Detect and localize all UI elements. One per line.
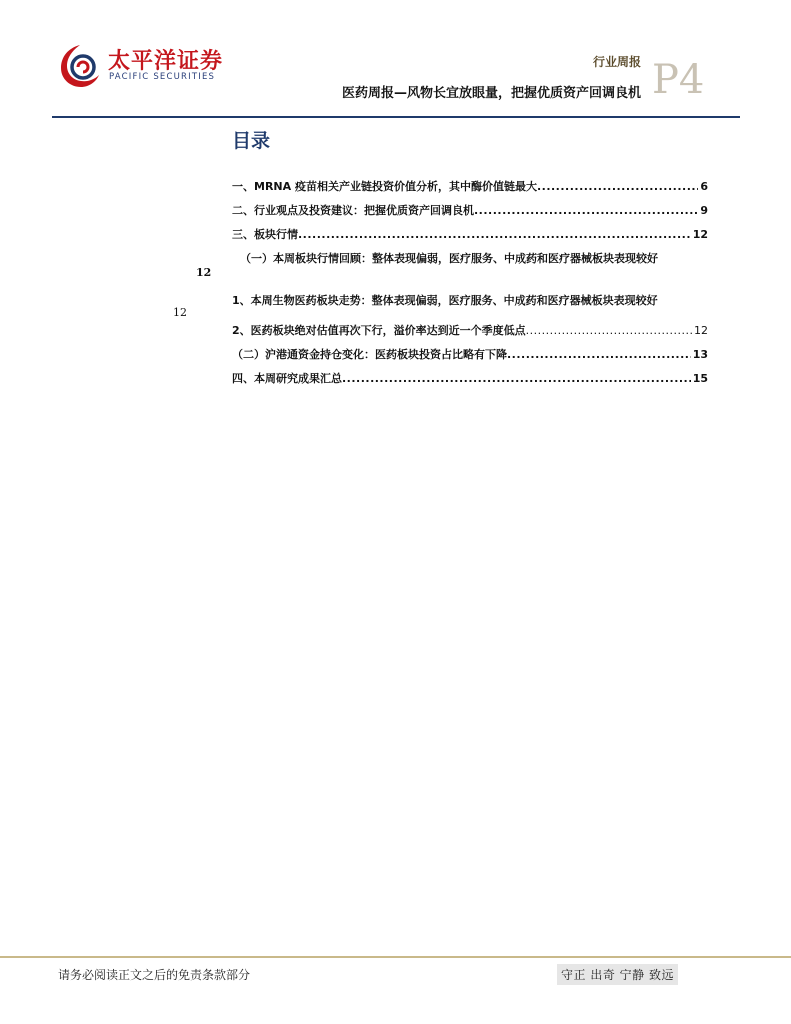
toc-entry[interactable]	[232, 292, 732, 308]
logo-chinese-name: 太平洋证券	[108, 49, 224, 74]
logo-english-name: PACIFIC SECURITIES	[109, 72, 216, 82]
footer-disclaimer: 请务必阅读正文之后的免责条款部分	[58, 968, 251, 982]
toc-entry[interactable]	[232, 202, 708, 218]
toc-entry[interactable]	[232, 226, 708, 242]
toc-entry-text: （一）本周板块行情回顾：整体表现偏弱，医疗服务、中成药和医疗器械板块表现较好	[240, 252, 658, 265]
report-category: 行业周报	[592, 55, 641, 69]
toc-entry[interactable]	[232, 346, 708, 362]
toc-leader-dots	[537, 180, 698, 193]
toc-entry-page: 12	[692, 228, 708, 241]
toc-entry-page: 13	[692, 348, 708, 361]
toc-entry[interactable]	[240, 250, 720, 266]
toc-entry-page: 12	[694, 324, 708, 337]
toc-leader-dots	[526, 324, 692, 337]
footer-divider	[0, 956, 791, 958]
toc-entry-text: （二）沪港通资金持仓变化：医药板块投资占比略有下降	[232, 348, 507, 361]
page-number-label: P4	[652, 57, 705, 103]
toc-entry-text: 四、本周研究成果汇总	[232, 372, 342, 385]
toc-entry-page: 12	[173, 306, 187, 319]
toc-leader-dots	[298, 228, 691, 241]
toc-entry-text: 三、板块行情	[232, 228, 298, 241]
toc-leader-dots	[342, 372, 691, 385]
footer-motto: 守正 出奇 宁静 致远	[557, 964, 678, 985]
toc-entry-page: 15	[692, 372, 708, 385]
company-logo	[58, 42, 224, 90]
header-divider	[52, 116, 740, 118]
toc-entry-page: 12	[196, 266, 212, 279]
toc-entry-text: 2、医药板块绝对估值再次下行，溢价率达到近一个季度低点	[232, 324, 526, 337]
report-title: 医药周报—风物长宜放眼量，把握优质资产回调良机	[341, 86, 641, 101]
toc-entry[interactable]	[232, 322, 708, 338]
toc-entry-page: 6	[700, 180, 708, 193]
toc-entry-text: 一、MRNA 疫苗相关产业链投资价值分析，其中酶价值链最大	[232, 180, 537, 193]
toc-leader-dots	[474, 204, 698, 217]
toc-leader-dots	[507, 348, 691, 361]
pacific-securities-logo-icon	[58, 42, 104, 90]
toc-entry-text: 二、行业观点及投资建议：把握优质资产回调良机	[232, 204, 474, 217]
toc-entry-page: 9	[700, 204, 708, 217]
toc-heading: 目录	[232, 130, 271, 152]
toc-entry-text: 1、本周生物医药板块走势：整体表现偏弱，医疗服务、中成药和医疗器械板块表现较好	[232, 294, 658, 307]
toc-entry[interactable]	[232, 178, 708, 194]
toc-entry[interactable]	[232, 370, 708, 386]
